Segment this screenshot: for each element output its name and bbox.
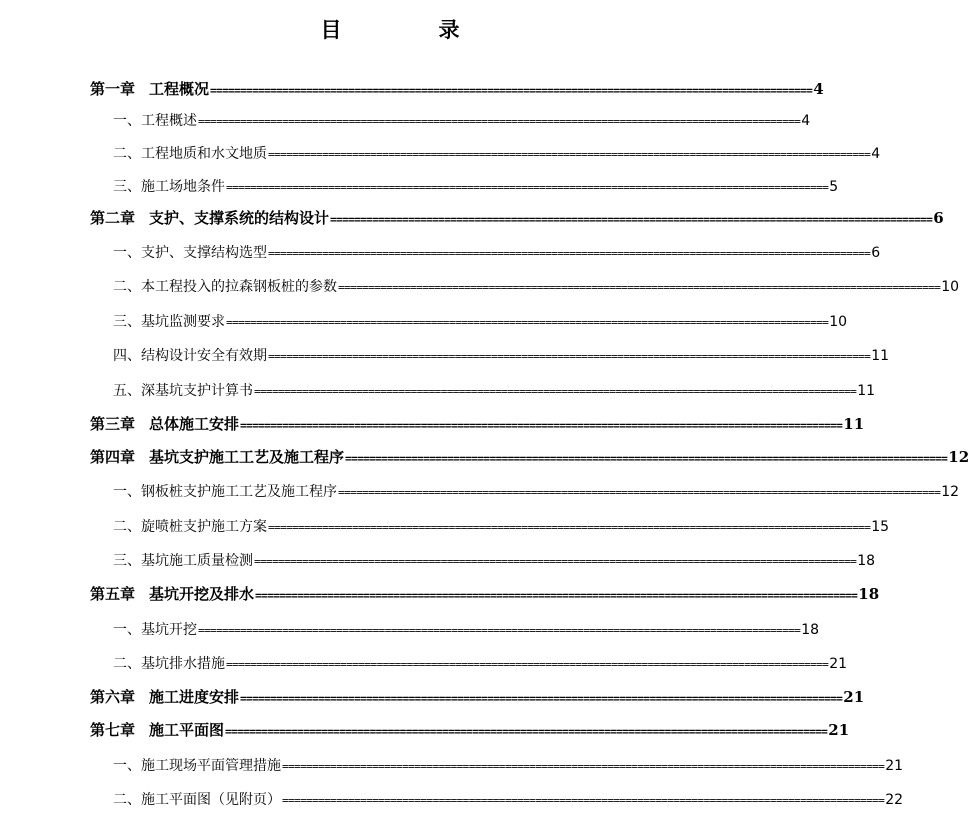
toc-label: 工程概述 <box>141 113 197 129</box>
toc-label: 总体施工安排 <box>149 415 240 433</box>
toc-section[interactable] <box>113 653 848 673</box>
toc-page-number: 5 <box>829 179 839 195</box>
toc-page-number: 21 <box>885 758 904 774</box>
toc-section[interactable] <box>113 481 960 501</box>
toc-number: 第七章 <box>90 721 136 739</box>
toc-leader: ==================================================================================================== <box>268 521 871 534</box>
toc-number: 第五章 <box>90 585 136 603</box>
toc-leader: ==================================================================================================== <box>338 281 941 294</box>
page-title: 目 录 <box>320 17 498 42</box>
toc-number: 二、 <box>113 656 141 672</box>
toc-number: 三、 <box>113 314 141 330</box>
toc-label: 工程地质和水文地质 <box>141 146 267 162</box>
toc-page-number: 18 <box>801 622 820 638</box>
toc-section[interactable] <box>113 380 876 400</box>
toc-leader: ==================================================================================================== <box>282 794 885 807</box>
toc-page-number: 18 <box>858 585 880 603</box>
toc-leader: ==================================================================================================== <box>254 555 857 568</box>
toc-leader: ==================================================================================================== <box>338 486 941 499</box>
toc-leader: ==================================================================================================== <box>255 589 858 602</box>
toc-leader: ==================================================================================================== <box>240 419 843 432</box>
toc-page-number: 22 <box>885 792 904 808</box>
toc-page-number: 11 <box>843 415 865 433</box>
toc-chapter[interactable] <box>90 446 969 467</box>
toc-label: 施工平面图（见附页） <box>141 792 281 808</box>
toc-section[interactable] <box>113 242 881 262</box>
toc-label: 结构设计安全有效期 <box>141 348 267 364</box>
toc-leader: ==================================================================================================== <box>268 350 871 363</box>
toc-leader: ==================================================================================================== <box>226 181 829 194</box>
toc-label: 深基坑支护计算书 <box>141 383 253 399</box>
toc-label: 工程概况 <box>149 80 210 98</box>
toc-page-number: 10 <box>941 279 960 295</box>
toc-page-number: 4 <box>813 80 824 98</box>
toc-label: 支护、支撑结构选型 <box>141 245 267 261</box>
toc-leader: ==================================================================================================== <box>268 148 871 161</box>
toc-number: 二、 <box>113 519 141 535</box>
toc-chapter[interactable] <box>90 686 865 707</box>
toc-section[interactable] <box>113 143 881 163</box>
toc-page-number: 10 <box>829 314 848 330</box>
toc-section[interactable] <box>113 276 960 296</box>
toc-page-number: 6 <box>933 209 944 227</box>
toc-leader: ==================================================================================================== <box>268 247 871 260</box>
toc-leader: ==================================================================================================== <box>254 385 857 398</box>
toc-leader: ==================================================================================================== <box>225 725 828 738</box>
toc-section[interactable] <box>113 789 904 809</box>
toc-page-number: 4 <box>801 113 811 129</box>
toc-chapter[interactable] <box>90 583 880 604</box>
toc-label: 施工现场平面管理措施 <box>141 758 281 774</box>
toc-number: 三、 <box>113 179 141 195</box>
toc-chapter[interactable] <box>90 78 824 99</box>
toc-page-number: 18 <box>857 553 876 569</box>
toc-section[interactable] <box>113 755 904 775</box>
toc-page-number: 21 <box>829 656 848 672</box>
toc-leader: ==================================================================================================== <box>226 658 829 671</box>
toc-number: 一、 <box>113 113 141 129</box>
toc-section[interactable] <box>113 516 890 536</box>
toc-chapter[interactable] <box>90 413 865 434</box>
toc-label: 施工平面图 <box>149 721 225 739</box>
toc-leader: ==================================================================================================== <box>282 760 885 773</box>
toc-leader: ==================================================================================================== <box>330 213 933 226</box>
toc-number: 一、 <box>113 484 141 500</box>
toc-leader: ==================================================================================================== <box>210 84 813 97</box>
toc-number: 一、 <box>113 622 141 638</box>
toc-label: 施工进度安排 <box>149 688 240 706</box>
toc-number: 一、 <box>113 245 141 261</box>
toc-section[interactable] <box>113 550 876 570</box>
toc-page-number: 4 <box>871 146 881 162</box>
toc-number: 二、 <box>113 279 141 295</box>
toc-leader: ==================================================================================================== <box>198 115 801 128</box>
toc-chapter[interactable] <box>90 719 850 740</box>
toc-number: 四、 <box>113 348 141 364</box>
toc-section[interactable] <box>113 311 848 331</box>
toc-label: 支护、支撑系统的结构设计 <box>149 209 330 227</box>
toc-page-number: 12 <box>948 448 969 466</box>
toc-chapter[interactable] <box>90 207 944 228</box>
toc-page-number: 15 <box>871 519 890 535</box>
toc-label: 基坑支护施工工艺及施工程序 <box>149 448 345 466</box>
toc-label: 基坑排水措施 <box>141 656 225 672</box>
toc-leader: ==================================================================================================== <box>240 692 843 705</box>
toc-number: 二、 <box>113 792 141 808</box>
toc-leader: ==================================================================================================== <box>226 316 829 329</box>
toc-section[interactable] <box>113 619 820 639</box>
toc-label: 基坑监测要求 <box>141 314 225 330</box>
toc-section[interactable] <box>113 110 811 130</box>
toc-number: 第二章 <box>90 209 136 227</box>
toc-label: 施工场地条件 <box>141 179 225 195</box>
toc-label: 旋喷桩支护施工方案 <box>141 519 267 535</box>
toc-number: 第一章 <box>90 80 136 98</box>
toc-label: 基坑开挖 <box>141 622 197 638</box>
toc-page-number: 21 <box>843 688 865 706</box>
toc-page-number: 21 <box>828 721 850 739</box>
toc-number: 三、 <box>113 553 141 569</box>
toc-page-number: 11 <box>871 348 890 364</box>
toc-number: 第六章 <box>90 688 136 706</box>
toc-label: 基坑开挖及排水 <box>149 585 255 603</box>
toc-number: 第四章 <box>90 448 136 466</box>
toc-label: 基坑施工质量检测 <box>141 553 253 569</box>
toc-label: 本工程投入的拉森钢板桩的参数 <box>141 279 337 295</box>
toc-label: 钢板桩支护施工工艺及施工程序 <box>141 484 337 500</box>
toc-number: 一、 <box>113 758 141 774</box>
toc-section[interactable] <box>113 176 839 196</box>
toc-section[interactable] <box>113 345 890 365</box>
toc-number: 二、 <box>113 146 141 162</box>
toc-number: 第三章 <box>90 415 136 433</box>
toc-page-number: 11 <box>857 383 876 399</box>
toc-leader: ==================================================================================================== <box>198 624 801 637</box>
toc-number: 五、 <box>113 383 141 399</box>
toc-page-number: 12 <box>941 484 960 500</box>
toc-leader: ==================================================================================================== <box>345 452 948 465</box>
toc-page-number: 6 <box>871 245 881 261</box>
